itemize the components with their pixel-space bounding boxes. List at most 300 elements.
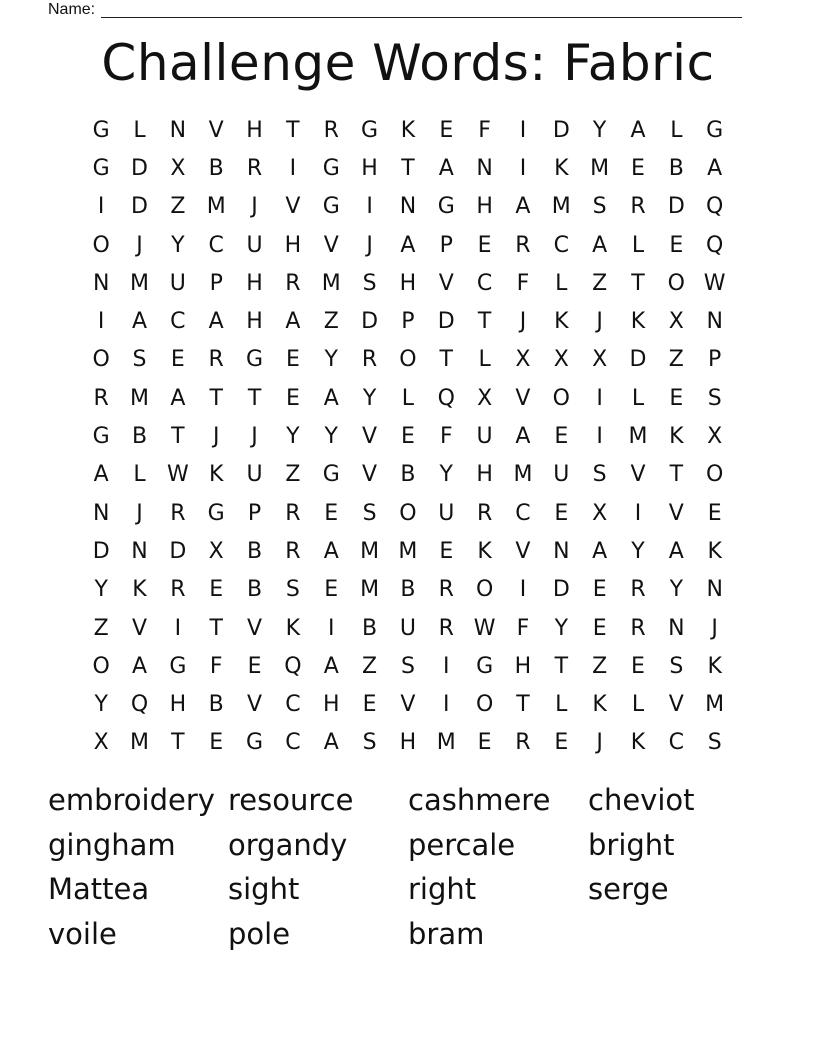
grid-letter[interactable]: R <box>630 615 646 641</box>
grid-letter[interactable]: A <box>323 538 339 564</box>
grid-letter[interactable]: L <box>555 692 568 718</box>
grid-letter[interactable]: T <box>171 730 185 756</box>
grid-letter[interactable]: J <box>519 309 527 335</box>
grid-letter[interactable]: S <box>132 347 147 373</box>
grid-letter[interactable]: K <box>707 653 722 679</box>
grid-letter[interactable]: N <box>553 538 570 564</box>
grid-letter[interactable]: A <box>592 538 608 564</box>
grid-letter[interactable]: V <box>362 462 378 488</box>
grid-letter[interactable]: B <box>208 692 224 718</box>
grid-letter[interactable]: I <box>596 385 603 411</box>
grid-letter[interactable]: K <box>669 424 684 450</box>
grid-letter[interactable]: W <box>473 615 496 641</box>
grid-letter[interactable]: T <box>209 385 223 411</box>
grid-letter[interactable]: I <box>596 424 603 450</box>
grid-letter[interactable]: N <box>92 270 110 296</box>
grid-letter[interactable]: E <box>285 347 300 373</box>
grid-letter[interactable]: A <box>323 385 339 411</box>
grid-letter[interactable]: F <box>516 615 530 641</box>
grid-letter[interactable]: A <box>515 194 531 220</box>
grid-letter[interactable]: X <box>592 500 608 526</box>
grid-letter[interactable]: Q <box>130 692 149 718</box>
grid-letter[interactable]: M <box>436 730 456 756</box>
grid-letter[interactable]: E <box>324 577 339 603</box>
grid-letter[interactable]: N <box>169 117 187 143</box>
grid-letter[interactable]: U <box>438 500 455 526</box>
grid-letter[interactable]: G <box>92 117 110 143</box>
grid-letter[interactable]: I <box>519 117 527 143</box>
grid-letter[interactable]: E <box>362 692 377 718</box>
grid-letter[interactable]: R <box>170 577 186 603</box>
grid-letter[interactable]: C <box>515 500 531 526</box>
grid-letter[interactable]: Y <box>94 692 108 718</box>
grid-letter[interactable]: E <box>439 117 454 143</box>
grid-letter[interactable]: R <box>630 577 646 603</box>
grid-letter[interactable]: O <box>92 653 110 679</box>
grid-letter[interactable]: Z <box>285 462 301 488</box>
grid-letter[interactable]: C <box>668 730 685 756</box>
grid-letter[interactable]: A <box>170 385 186 411</box>
grid-letter[interactable]: C <box>285 692 301 718</box>
grid-letter[interactable]: Z <box>668 347 684 373</box>
grid-letter[interactable]: Y <box>324 347 338 373</box>
grid-letter[interactable]: E <box>554 730 569 756</box>
grid-letter[interactable]: N <box>706 577 723 603</box>
grid-letter[interactable]: T <box>477 309 492 335</box>
grid-letter[interactable]: D <box>92 538 110 564</box>
grid-letter[interactable]: O <box>399 347 417 373</box>
grid-letter[interactable]: S <box>669 653 684 679</box>
page-title: Challenge Words: Fabric <box>101 34 715 92</box>
grid-letter[interactable]: U <box>246 232 263 258</box>
grid-letter[interactable]: K <box>707 538 722 564</box>
grid-letter[interactable]: L <box>631 692 645 718</box>
grid-letter[interactable]: M <box>551 194 571 220</box>
grid-letter[interactable]: M <box>590 155 610 181</box>
grid-letter[interactable]: Z <box>362 653 378 679</box>
grid-letter[interactable]: D <box>169 538 187 564</box>
grid-letter[interactable]: O <box>552 385 570 411</box>
grid-letter[interactable]: L <box>555 270 568 296</box>
grid-letter[interactable]: B <box>400 577 416 603</box>
grid-letter[interactable]: S <box>400 653 415 679</box>
grid-letter[interactable]: X <box>592 347 608 373</box>
grid-letter[interactable]: E <box>324 500 339 526</box>
grid-letter[interactable]: O <box>92 232 110 258</box>
grid-letter[interactable]: E <box>247 653 262 679</box>
grid-letter[interactable]: D <box>552 117 570 143</box>
grid-letter[interactable]: H <box>476 194 493 220</box>
grid-letter[interactable]: I <box>97 194 105 220</box>
grid-letter[interactable]: O <box>92 347 110 373</box>
grid-letter[interactable]: A <box>592 232 608 258</box>
grid-letter[interactable]: O <box>667 270 685 296</box>
grid-letter[interactable]: J <box>136 500 143 526</box>
grid-letter[interactable]: I <box>289 155 297 181</box>
grid-letter[interactable]: B <box>400 462 416 488</box>
grid-letter[interactable]: X <box>170 155 186 181</box>
grid-letter[interactable]: V <box>668 500 684 526</box>
grid-letter[interactable]: I <box>366 194 373 220</box>
grid-letter[interactable]: R <box>515 730 531 756</box>
grid-letter[interactable]: H <box>399 270 417 296</box>
grid-letter[interactable]: D <box>667 194 685 220</box>
grid-letter[interactable]: R <box>361 347 378 373</box>
grid-letter[interactable]: S <box>707 385 722 411</box>
grid-letter[interactable]: G <box>246 347 264 373</box>
grid-letter[interactable]: U <box>169 270 186 296</box>
grid-letter[interactable]: G <box>92 424 110 450</box>
grid-letter[interactable]: R <box>323 117 339 143</box>
grid-letter[interactable]: R <box>208 347 224 373</box>
word-list-item: Mattea <box>48 872 150 907</box>
grid-letter[interactable]: J <box>596 309 603 335</box>
grid-letter[interactable]: C <box>208 232 224 258</box>
grid-letter[interactable]: J <box>366 232 373 258</box>
grid-letter[interactable]: M <box>360 538 380 564</box>
grid-letter[interactable]: V <box>131 615 148 641</box>
grid-letter[interactable]: K <box>554 309 569 335</box>
grid-letter[interactable]: E <box>170 347 185 373</box>
word-search-grid[interactable] <box>82 111 734 762</box>
grid-letter[interactable]: D <box>629 347 647 373</box>
grid-letter[interactable]: P <box>247 500 262 526</box>
grid-letter[interactable]: K <box>400 117 416 143</box>
grid-letter[interactable]: A <box>400 232 416 258</box>
grid-letter[interactable]: T <box>401 155 415 181</box>
grid-letter[interactable]: N <box>92 500 110 526</box>
grid-letter[interactable]: X <box>515 347 531 373</box>
grid-letter[interactable]: O <box>475 577 494 603</box>
grid-letter[interactable]: Q <box>706 194 724 220</box>
grid-letter[interactable]: I <box>97 309 105 335</box>
grid-letter[interactable]: F <box>209 653 223 679</box>
word-list <box>48 778 768 957</box>
grid-letter[interactable]: U <box>246 462 263 488</box>
grid-letter[interactable]: J <box>251 424 258 450</box>
grid-letter[interactable]: C <box>170 309 186 335</box>
grid-letter[interactable]: A <box>131 309 148 335</box>
grid-letter[interactable]: N <box>399 194 417 220</box>
grid-letter[interactable]: A <box>285 309 301 335</box>
grid-letter[interactable]: T <box>247 385 262 411</box>
grid-letter[interactable]: Z <box>323 309 339 335</box>
grid-letter[interactable]: B <box>131 424 148 450</box>
grid-letter[interactable]: S <box>707 730 722 756</box>
grid-letter[interactable]: M <box>321 270 341 296</box>
grid-letter[interactable]: R <box>170 500 186 526</box>
grid-letter[interactable]: V <box>515 385 531 411</box>
word-list-item: embroidery <box>48 783 215 817</box>
grid-letter[interactable]: V <box>362 424 378 450</box>
grid-letter[interactable]: T <box>171 424 185 450</box>
grid-letter[interactable]: V <box>323 232 339 258</box>
name-field[interactable] <box>48 0 742 18</box>
grid-letter[interactable]: Y <box>171 232 185 258</box>
grid-letter[interactable]: L <box>631 232 645 258</box>
grid-letter[interactable]: B <box>208 155 224 181</box>
grid-letter[interactable]: H <box>246 270 263 296</box>
grid-letter[interactable]: D <box>437 309 455 335</box>
grid-letter[interactable]: W <box>166 462 189 488</box>
grid-letter[interactable]: Z <box>93 615 109 641</box>
grid-letter[interactable]: F <box>439 424 453 450</box>
grid-letter[interactable]: S <box>285 577 300 603</box>
grid-letter[interactable]: Y <box>631 538 645 564</box>
grid-letter[interactable]: V <box>247 692 263 718</box>
grid-letter[interactable]: S <box>592 462 607 488</box>
grid-letter[interactable]: S <box>362 270 377 296</box>
grid-letter[interactable]: H <box>361 155 378 181</box>
grid-letter[interactable]: F <box>516 270 530 296</box>
word-list-item: right <box>408 872 477 907</box>
grid-letter[interactable]: I <box>327 615 335 641</box>
grid-letter[interactable]: G <box>476 653 494 679</box>
grid-letter[interactable]: M <box>360 577 380 603</box>
grid-letter[interactable]: K <box>630 309 646 335</box>
grid-letter[interactable]: B <box>247 577 263 603</box>
grid-letter[interactable]: M <box>705 692 725 718</box>
word-list-item: serge <box>588 872 669 907</box>
grid-letter[interactable]: L <box>133 462 146 488</box>
grid-letter[interactable]: E <box>439 538 454 564</box>
grid-letter[interactable]: G <box>92 155 110 181</box>
grid-letter[interactable]: Y <box>286 424 300 450</box>
grid-letter[interactable]: J <box>136 232 143 258</box>
grid-letter[interactable]: D <box>361 309 379 335</box>
grid-letter[interactable]: U <box>399 615 416 641</box>
grid-letter[interactable]: D <box>131 194 148 220</box>
grid-letter[interactable]: E <box>554 500 569 526</box>
grid-letter[interactable]: M <box>513 462 533 488</box>
grid-letter[interactable]: H <box>246 309 263 335</box>
grid-letter[interactable]: D <box>552 577 570 603</box>
grid-letter[interactable]: S <box>592 194 607 220</box>
grid-letter[interactable]: J <box>711 615 718 641</box>
grid-letter[interactable]: V <box>438 270 454 296</box>
grid-letter[interactable]: R <box>630 194 646 220</box>
grid-letter[interactable]: G <box>246 730 264 756</box>
grid-letter[interactable]: L <box>631 385 645 411</box>
grid-letter[interactable]: M <box>130 270 149 296</box>
grid-letter[interactable]: Z <box>592 270 608 296</box>
grid-letter[interactable]: P <box>401 309 415 335</box>
grid-letter[interactable]: N <box>668 615 685 641</box>
grid-letter[interactable]: I <box>443 653 450 679</box>
grid-letter[interactable]: H <box>246 117 263 143</box>
grid-letter[interactable]: O <box>399 500 417 526</box>
word-list-item: percale <box>408 827 516 862</box>
grid-letter[interactable]: R <box>285 270 301 296</box>
grid-letter[interactable]: A <box>208 309 224 335</box>
grid-letter[interactable]: Y <box>554 615 569 641</box>
grid-letter[interactable]: M <box>130 385 149 411</box>
grid-letter[interactable]: T <box>286 117 300 143</box>
grid-letter[interactable]: I <box>443 692 450 718</box>
grid-letter[interactable]: H <box>476 462 493 488</box>
grid-letter[interactable]: H <box>322 692 340 718</box>
grid-letter[interactable]: P <box>708 347 722 373</box>
grid-letter[interactable]: H <box>284 232 302 258</box>
grid-letter[interactable]: O <box>475 692 494 718</box>
grid-letter[interactable]: U <box>476 424 493 450</box>
grid-letter[interactable]: M <box>206 194 226 220</box>
grid-letter[interactable]: Z <box>592 653 608 679</box>
grid-letter[interactable]: G <box>169 653 187 679</box>
grid-letter[interactable]: F <box>478 117 491 143</box>
grid-letter[interactable]: Z <box>170 194 186 220</box>
grid-letter[interactable]: B <box>362 615 378 641</box>
grid-letter[interactable]: T <box>669 462 684 488</box>
grid-letter[interactable]: Q <box>437 385 455 411</box>
grid-letter[interactable]: E <box>592 615 607 641</box>
grid-letter[interactable]: H <box>514 653 532 679</box>
grid-letter[interactable]: G <box>207 500 225 526</box>
grid-letter[interactable]: P <box>209 270 223 296</box>
grid-letter[interactable]: T <box>516 692 530 718</box>
grid-letter[interactable]: G <box>706 117 724 143</box>
grid-letter[interactable]: V <box>630 462 646 488</box>
grid-letter[interactable]: E <box>209 730 224 756</box>
grid-letter[interactable]: Y <box>592 117 607 143</box>
grid-letter[interactable]: A <box>668 538 684 564</box>
grid-letter[interactable]: G <box>322 194 340 220</box>
grid-letter[interactable]: V <box>208 117 224 143</box>
grid-letter[interactable]: L <box>670 117 683 143</box>
grid-letter[interactable]: X <box>553 347 569 373</box>
grid-letter[interactable]: J <box>251 194 258 220</box>
grid-letter[interactable]: H <box>169 692 187 718</box>
grid-letter[interactable]: E <box>554 424 569 450</box>
grid-letter[interactable]: S <box>362 500 377 526</box>
grid-letter[interactable]: V <box>668 692 684 718</box>
grid-letter[interactable]: Y <box>362 385 377 411</box>
grid-letter[interactable]: T <box>439 347 453 373</box>
grid-letter[interactable]: R <box>285 538 301 564</box>
grid-letter[interactable]: D <box>131 155 148 181</box>
grid-letter[interactable]: R <box>246 155 263 181</box>
grid-letter[interactable]: Y <box>324 424 338 450</box>
grid-letter[interactable]: Y <box>94 577 108 603</box>
grid-letter[interactable]: E <box>592 577 607 603</box>
grid-letter[interactable]: V <box>247 615 263 641</box>
grid-letter[interactable]: X <box>477 385 493 411</box>
grid-letter[interactable]: K <box>630 730 646 756</box>
grid-letter[interactable]: I <box>634 500 642 526</box>
grid-letter[interactable]: L <box>478 347 491 373</box>
grid-letter[interactable]: X <box>93 730 109 756</box>
grid-letter[interactable]: V <box>515 538 531 564</box>
grid-letter[interactable]: S <box>362 730 377 756</box>
grid-letter[interactable]: A <box>630 117 646 143</box>
grid-letter[interactable]: X <box>707 424 723 450</box>
grid-letter[interactable]: K <box>208 462 224 488</box>
grid-letter[interactable]: G <box>437 194 455 220</box>
grid-letter[interactable]: E <box>285 385 300 411</box>
grid-letter[interactable]: E <box>477 730 492 756</box>
word-list-item: organdy <box>228 827 348 862</box>
grid-letter[interactable]: X <box>668 309 684 335</box>
grid-letter[interactable]: G <box>361 117 379 143</box>
grid-letter[interactable]: C <box>476 270 493 296</box>
grid-letter[interactable]: A <box>131 653 148 679</box>
grid-letter[interactable]: R <box>515 232 531 258</box>
grid-letter[interactable]: T <box>209 615 223 641</box>
grid-letter[interactable]: A <box>323 653 339 679</box>
grid-letter[interactable]: E <box>400 424 415 450</box>
grid-letter[interactable]: K <box>554 155 569 181</box>
grid-letter[interactable]: R <box>438 577 454 603</box>
grid-letter[interactable]: A <box>515 424 531 450</box>
grid-letter[interactable]: E <box>631 653 645 679</box>
grid-letter[interactable]: K <box>592 692 607 718</box>
grid-letter[interactable]: U <box>553 462 570 488</box>
grid-letter[interactable]: R <box>285 500 301 526</box>
grid-letter[interactable]: A <box>707 155 723 181</box>
grid-letter[interactable]: K <box>132 577 147 603</box>
grid-letter[interactable]: E <box>631 155 645 181</box>
grid-letter[interactable]: E <box>707 500 722 526</box>
grid-letter[interactable]: W <box>703 270 726 296</box>
grid-letter[interactable]: R <box>438 615 454 641</box>
grid-letter[interactable]: E <box>669 232 684 258</box>
grid-letter[interactable]: Q <box>706 232 724 258</box>
grid-letter[interactable]: I <box>519 155 527 181</box>
grid-letter[interactable]: C <box>285 730 301 756</box>
grid-letter[interactable]: G <box>322 155 340 181</box>
grid-letter[interactable]: O <box>706 462 724 488</box>
grid-letter[interactable]: N <box>131 538 148 564</box>
name-underline[interactable] <box>101 3 742 18</box>
grid-letter[interactable]: X <box>208 538 224 564</box>
grid-letter[interactable]: Y <box>669 577 684 603</box>
grid-letter[interactable]: M <box>628 424 648 450</box>
grid-letter[interactable]: M <box>398 538 418 564</box>
grid-letter[interactable]: A <box>323 730 339 756</box>
grid-letter[interactable]: H <box>399 730 417 756</box>
grid-letter[interactable]: L <box>401 385 415 411</box>
grid-letter[interactable]: N <box>706 309 723 335</box>
grid-letter[interactable]: R <box>93 385 109 411</box>
grid-letter[interactable]: C <box>553 232 569 258</box>
grid-letter[interactable]: N <box>476 155 493 181</box>
grid-letter[interactable]: E <box>669 385 684 411</box>
grid-letter[interactable]: R <box>476 500 493 526</box>
grid-letter[interactable]: Y <box>439 462 453 488</box>
grid-letter[interactable]: L <box>133 117 146 143</box>
grid-letter[interactable]: V <box>400 692 416 718</box>
grid-letter[interactable]: I <box>174 615 182 641</box>
grid-letter[interactable]: J <box>212 424 220 450</box>
grid-letter[interactable]: B <box>668 155 684 181</box>
grid-letter[interactable]: A <box>93 462 109 488</box>
grid-letter[interactable]: M <box>130 730 149 756</box>
grid-letter[interactable]: A <box>438 155 454 181</box>
grid-letter[interactable]: Q <box>284 653 302 679</box>
grid-letter[interactable]: T <box>631 270 645 296</box>
grid-letter[interactable]: K <box>285 615 301 641</box>
grid-letter[interactable]: B <box>247 538 263 564</box>
grid-letter[interactable]: K <box>477 538 492 564</box>
grid-letter[interactable]: T <box>554 653 569 679</box>
grid-letter[interactable]: I <box>519 577 527 603</box>
grid-letter[interactable]: P <box>439 232 453 258</box>
grid-letter[interactable]: V <box>285 194 301 220</box>
grid-letter[interactable]: E <box>477 232 492 258</box>
grid-letter[interactable]: J <box>596 730 603 756</box>
grid-letter[interactable]: G <box>322 462 340 488</box>
grid-letter[interactable]: E <box>209 577 224 603</box>
